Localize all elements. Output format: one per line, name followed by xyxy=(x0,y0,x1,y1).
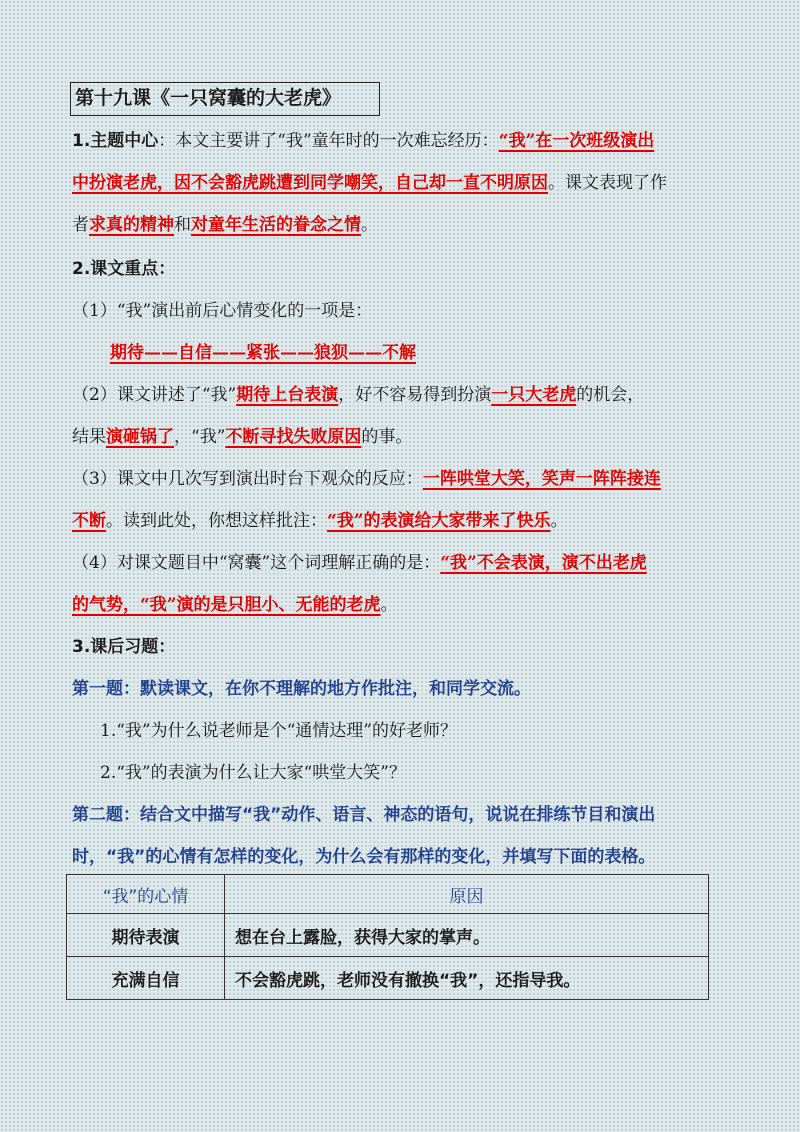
s2-q3-line-1: （3）课文中几次写到演出时台下观众的反应：一阵哄堂大笑，笑声一阵阵接连 xyxy=(72,469,661,489)
mood-table xyxy=(66,874,709,1000)
s3-exercise-2-line-2: 时，“我”的心情有怎样的变化，为什么会有那样的变化，并填写下面的表格。 xyxy=(72,847,656,867)
s1-line-1: 1.主题中心：本文主要讲了“我”童年时的一次难忘经历：“我”在一次班级演出 xyxy=(72,131,655,151)
s1-answer-1: “我”在一次班级演出 xyxy=(498,131,655,151)
table-row xyxy=(67,914,709,957)
s1-label: 1.主题中心 xyxy=(72,131,159,151)
s1-answer-4: 对童年生活的眷念之情 xyxy=(191,215,361,235)
table-cell-mood: 期待表演 xyxy=(67,914,225,957)
table-cell-reason: 想在台上露脸，获得大家的掌声。 xyxy=(225,914,709,957)
s2-q3-line-2: 不断。读到此处，你想这样批注：“我”的表演给大家带来了快乐。 xyxy=(72,511,568,531)
s2-label: 2.课文重点： xyxy=(72,259,176,279)
s3-exercise-1: 第一题：默读课文，在你不理解的地方作批注，和同学交流。 xyxy=(72,679,531,699)
table-header-row xyxy=(67,875,709,914)
s1-answer-2: 中扮演老虎，因不会豁虎跳遭到同学嘲笑，自己却一直不明原因 xyxy=(72,173,548,193)
s2-q4-line-2: 的气势，“我”演的是只胆小、无能的老虎。 xyxy=(72,595,398,615)
s2-q2-line-1: （2）课文讲述了“我”期待上台表演，好不容易得到扮演一只大老虎的机会， xyxy=(72,385,645,405)
table-header-reason: 原因 xyxy=(225,875,709,914)
s3-exercise-2-line-1: 第二题：结合文中描写“我”动作、语言、神态的语句，说说在排练节目和演出 xyxy=(72,805,656,825)
s2-q1-answer: 期待——自信——紧张——狼狈——不解 xyxy=(110,343,416,363)
s1-line-3: 者求真的精神和对童年生活的眷念之情。 xyxy=(72,215,378,235)
s2-q1: （1）“我”演出前后心情变化的一项是： xyxy=(72,301,373,321)
s1-answer-3: 求真的精神 xyxy=(89,215,174,235)
s3-exercise-1-q1: 1.“我”为什么说老师是个“通情达理”的好老师？ xyxy=(100,721,457,741)
s2-q2-line-2: 结果演砸锅了，“我”不断寻找失败原因的事。 xyxy=(72,427,413,447)
table-cell-reason: 不会豁虎跳，老师没有撤换“我”，还指导我。 xyxy=(225,957,709,1000)
lesson-title: 第十九课《一只窝囊的大老虎》 xyxy=(70,82,380,116)
table-cell-mood: 充满自信 xyxy=(67,957,225,1000)
table-row xyxy=(67,957,709,1000)
table-header-mood: “我”的心情 xyxy=(67,875,225,914)
s3-label: 3.课后习题： xyxy=(72,637,176,657)
s3-exercise-1-q2: 2.“我”的表演为什么让大家“哄堂大笑”？ xyxy=(100,763,406,783)
s2-q4-line-1: （4）对课文题目中“窝囊”这个词理解正确的是：“我”不会表演，演不出老虎 xyxy=(72,553,647,573)
s1-line-2: 中扮演老虎，因不会豁虎跳遭到同学嘲笑，自己却一直不明原因。课文表现了作 xyxy=(72,173,667,193)
